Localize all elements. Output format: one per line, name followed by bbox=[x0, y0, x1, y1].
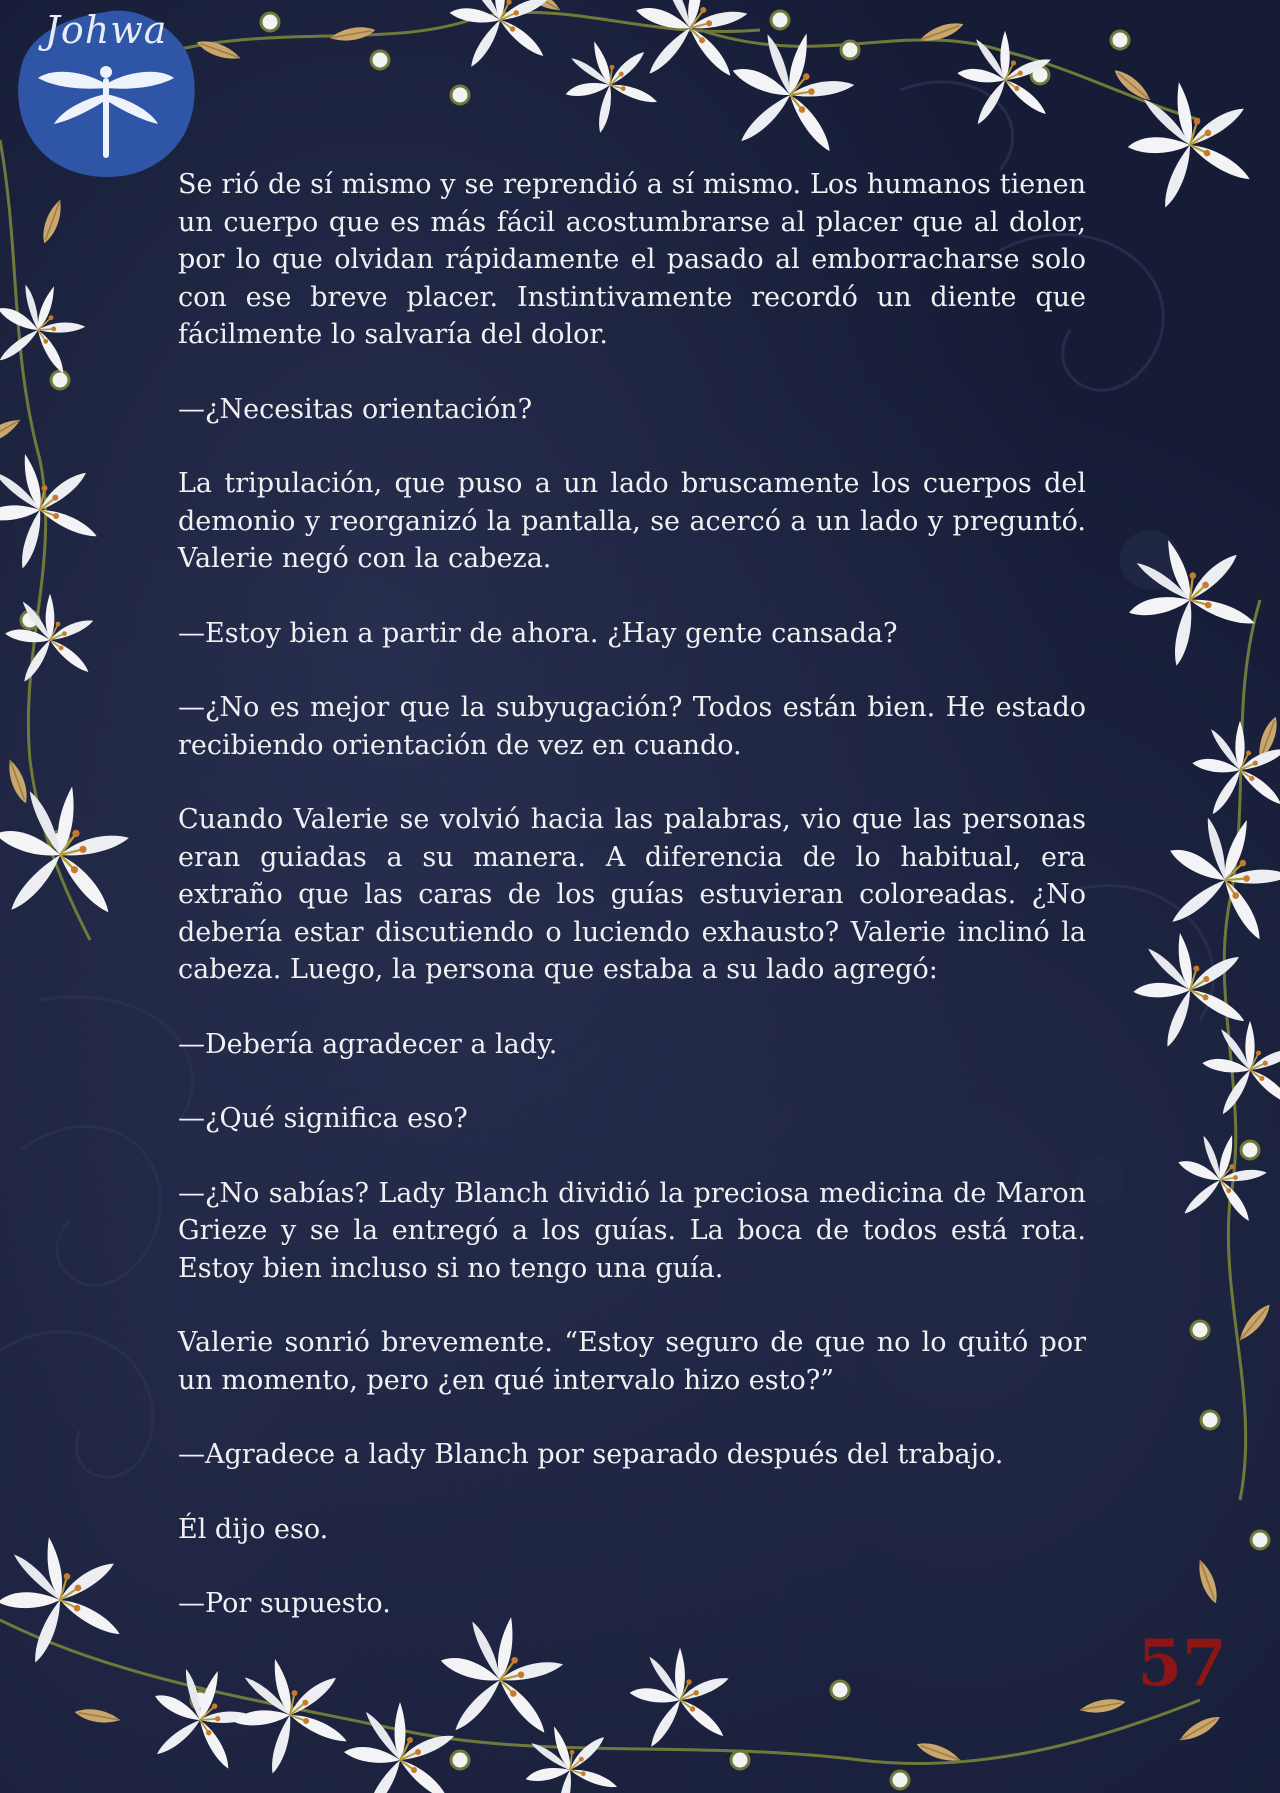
logo-text: Johwa bbox=[44, 8, 168, 52]
paragraph: Él dijo eso. bbox=[178, 1513, 329, 1545]
paragraph: Valerie sonrió brevemente. “Estoy seguro de que no lo quitó por un momento, pero ¿en qué intervalo hizo esto?” bbox=[178, 1327, 1086, 1396]
paragraph: —¿No es mejor que la subyugación? Todos están bien. He estado recibiendo orientación de vez en cuando. bbox=[178, 692, 1086, 761]
paragraph: —Estoy bien a partir de ahora. ¿Hay gente cansada? bbox=[178, 617, 898, 649]
paragraph: —¿Necesitas orientación? bbox=[178, 393, 533, 425]
paragraph: —Debería agradecer a lady. bbox=[178, 1028, 558, 1060]
paragraph: La tripulación, que puso a un lado bruscamente los cuerpos del demonio y reorganizó la pantalla, se acercó a un lado y preguntó. Valerie negó con la cabeza. bbox=[178, 468, 1086, 574]
paragraph: —Agradece a lady Blanch por separado después del trabajo. bbox=[178, 1439, 1004, 1470]
johwa-logo bbox=[12, 2, 200, 180]
paragraph: —¿No sabías? Lady Blanch dividió la preciosa medicina de Maron Grieze y se la entregó a los guías. La boca de todos está rota. Estoy bien incluso si no tengo una guía. bbox=[178, 1177, 1086, 1284]
paragraph: —Por supuesto. bbox=[178, 1588, 391, 1619]
paragraph: —¿Qué significa eso? bbox=[178, 1103, 468, 1134]
paragraph: Cuando Valerie se volvió hacia las palabras, vio que las personas eran guiadas a su manera. A diferencia de lo habitual, era extraño que las caras de los guías estuvieran coloreadas. ¿No debería estar discutiendo o luciendo exhausto? Valerie inclinó la cabeza. Luego, la persona que estaba a su lado agregó: bbox=[178, 804, 1086, 985]
chapter-text bbox=[178, 166, 1086, 1623]
page-number: 57 bbox=[1137, 1626, 1227, 1701]
paragraph: Se rió de sí mismo y se reprendió a sí mismo. Los humanos tienen un cuerpo que es más fácil acostumbrarse al placer que al dolor, por lo que olvidan rápidamente el pasado al emborracharse solo con ese breve placer. Instintivamente recordó un diente que fácilmente lo salvaría del dolor. bbox=[178, 169, 1086, 350]
